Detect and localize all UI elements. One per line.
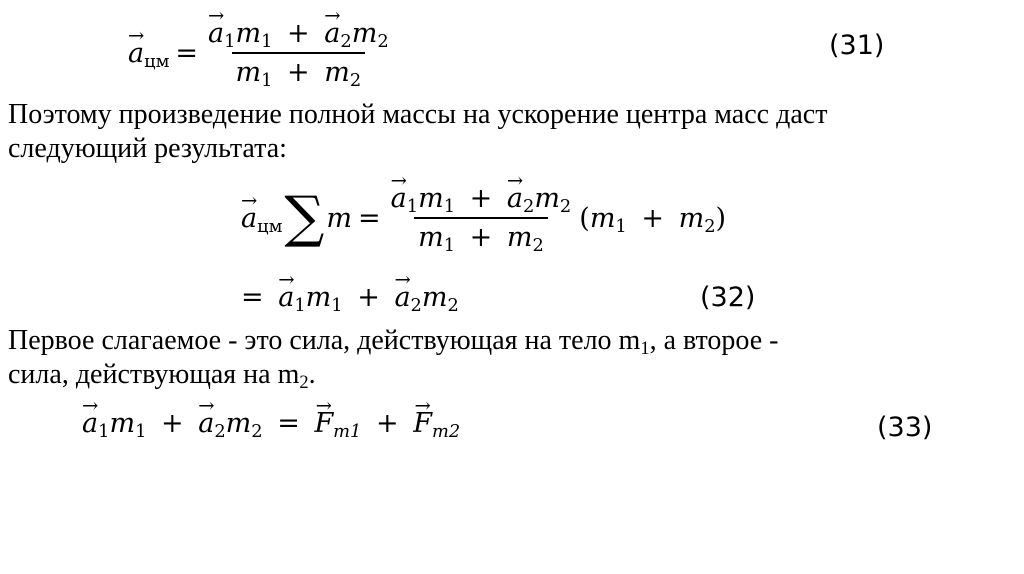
paragraph-line: сила, действующая на $m_2$. bbox=[8, 359, 316, 393]
sum-variable: m bbox=[326, 202, 353, 234]
paragraph-line: Поэтому произведение полной массы на ускорение центра масс даст bbox=[8, 99, 828, 130]
equation-33: → $a_1m_1$ + → $a_2m_2$ = → $F_{m1}$ + → $F_{m2}$ bbox=[82, 410, 460, 437]
equals-sign: = bbox=[175, 37, 199, 69]
equation-number-31: (31) bbox=[829, 30, 885, 61]
denominator: $m_1 + m_2$ bbox=[232, 52, 366, 86]
numerator: → $a_1m_1$ + → $a_2m_2$ bbox=[387, 185, 576, 217]
denominator: $m_1 + m_2$ bbox=[414, 217, 548, 251]
lhs-acceleration-cm: → $a_{цм}$ bbox=[241, 205, 282, 232]
equals-sign: = bbox=[358, 202, 381, 234]
equation-31 bbox=[128, 8, 393, 98]
sum-sign: ∑ bbox=[284, 184, 325, 250]
fraction bbox=[387, 183, 576, 256]
fraction bbox=[204, 18, 393, 91]
paragraph-line: Первое слагаемое - это сила, действующая на тело $m_1$, а второе - bbox=[8, 325, 779, 359]
equation-number-33: (33) bbox=[877, 412, 933, 443]
equation-number-32: (32) bbox=[700, 282, 756, 313]
lhs-acceleration-cm: → $a_{цм}$ bbox=[128, 40, 169, 67]
total-mass-parenthesis: $(m_1 + m_2)$ bbox=[579, 202, 727, 237]
paragraph-line: следующий результата: bbox=[8, 133, 287, 164]
equation-32 bbox=[241, 170, 726, 266]
equation-32-line-2: = → $a_1m_1$ + → $a_2m_2$ bbox=[241, 284, 459, 311]
numerator: → $a_1m_1$ + → $a_2m_2$ bbox=[204, 20, 393, 52]
